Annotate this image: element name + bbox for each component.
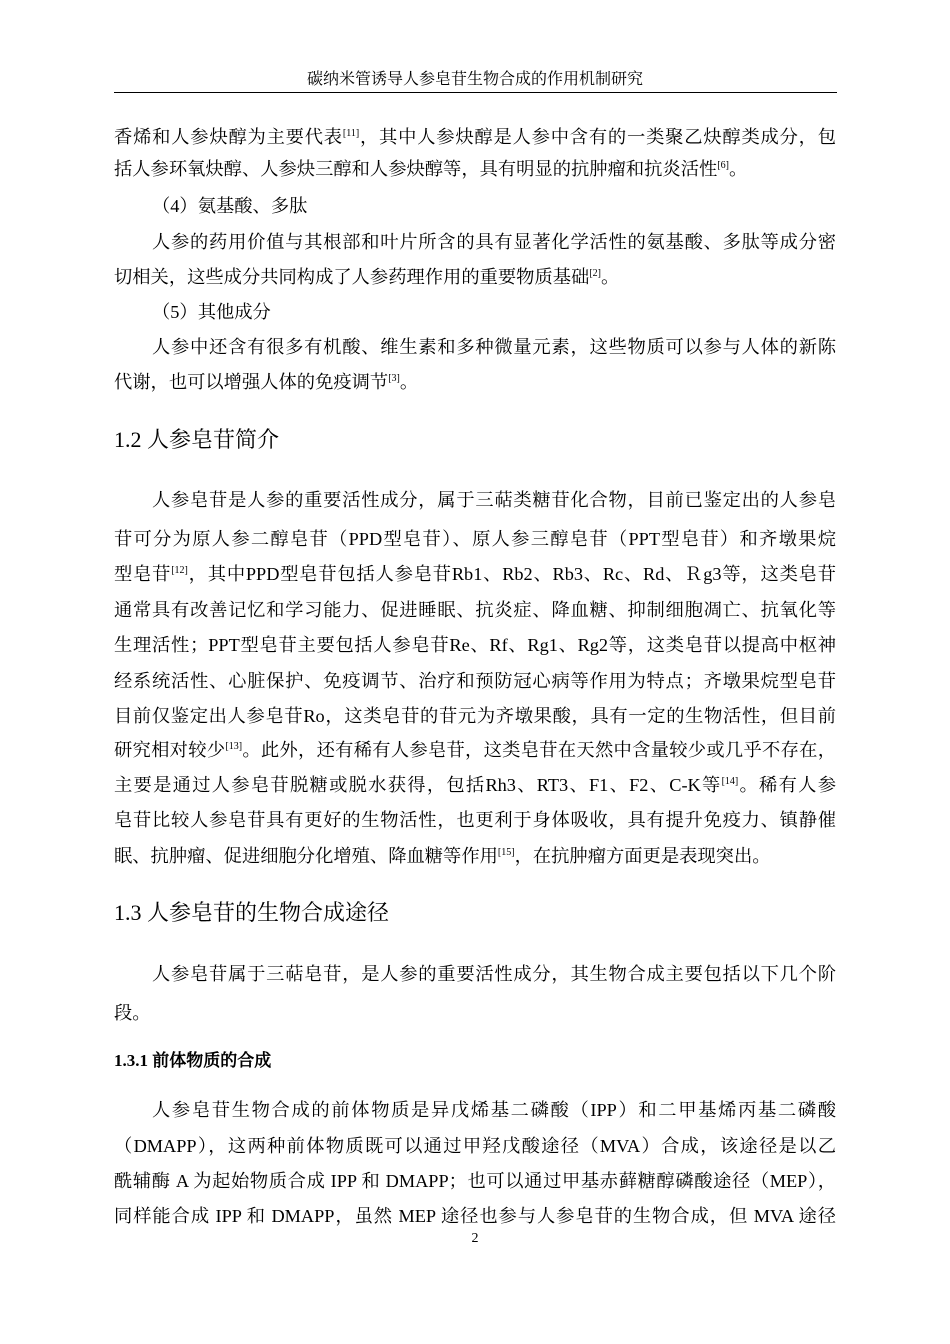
paragraph-line <box>114 1001 836 1025</box>
text-run: 人参皂苷属于三萜皂苷，是人参的重要活性成分，其生物合成主要包括以下几个阶 <box>152 964 836 984</box>
text-run: 人参皂苷生物合成的前体物质是异戊烯基二磷酸（IPP）和二甲基烯丙基二磷酸 <box>152 1100 836 1120</box>
text-run: ，在抗肿瘤方面更是表现突出。 <box>514 846 771 866</box>
text-run: 眠、抗肿瘤、促进细胞分化增殖、降血糖等作用 <box>114 846 498 866</box>
citation-reference: [13] <box>225 741 243 752</box>
text-run: 段。 <box>114 1003 151 1023</box>
paragraph-line <box>114 669 836 693</box>
paragraph-line <box>114 633 836 657</box>
paragraph-line <box>114 1204 836 1228</box>
paragraph-line <box>114 157 836 181</box>
text-run: 经系统活性、心脏保护、免疫调节、治疗和预防冠心病等作用为特点；齐墩果烷型皂苷 <box>114 671 836 691</box>
paragraph-line <box>114 704 836 728</box>
text-run: 主要是通过人参皂苷脱糖或脱水获得，包括Rh3、RT3、F1、F2、C-K等 <box>114 775 722 795</box>
text-run: 。此外，还有稀有人参皂苷，这类皂苷在天然中含量较少或几乎不存在， <box>242 740 837 760</box>
text-run: 人参中还含有很多有机酸、维生素和多种微量元素，这些物质可以参与人体的新陈 <box>152 337 836 357</box>
page-number: 2 <box>471 1231 479 1246</box>
text-run: 通常具有改善记忆和学习能力、促进睡眠、抗炎症、降血糖、抑制细胞凋亡、抗氧化等 <box>114 600 836 620</box>
citation-reference: [11] <box>342 128 360 139</box>
text-run: 研究相对较少 <box>114 740 226 760</box>
text-run: 生理活性；PPT型皂苷主要包括人参皂苷Re、Rf、Rg1、Rg2等，这类皂苷以提高中枢神 <box>114 635 836 655</box>
paragraph-line <box>152 300 836 324</box>
running-header-title: 碳纳米管诱导人参皂苷生物合成的作用机制研究 <box>306 71 643 88</box>
paragraph-line <box>114 1134 836 1158</box>
paragraph-line <box>152 488 836 512</box>
text-run: 1.2 人参皂苷简介 <box>114 427 280 452</box>
citation-reference: [2] <box>589 268 601 279</box>
text-run: 人参的药用价值与其根部和叶片所含的具有显著化学活性的氨基酸、多肽等成分密 <box>152 232 836 252</box>
text-run: 。 <box>728 159 748 179</box>
paragraph-line <box>152 230 836 254</box>
text-run: 目前仅鉴定出人参皂苷Ro，这类皂苷的苷元为齐墩果酸，具有一定的生物活性，但目前 <box>114 706 836 726</box>
text-run: 人参皂苷是人参的重要活性成分，属于三萜类糖苷化合物，目前已鉴定出的人参皂 <box>152 490 836 510</box>
citation-reference: [6] <box>717 160 729 171</box>
paragraph-line <box>152 1098 836 1122</box>
text-run: 香烯和人参炔醇为主要代表 <box>114 127 343 147</box>
paragraph-line <box>114 562 836 586</box>
citation-reference: [12] <box>171 565 188 576</box>
text-run: 。 <box>600 267 620 287</box>
text-run: 代谢，也可以增强人体的免疫调节 <box>114 372 389 392</box>
section-heading <box>114 901 836 925</box>
text-run: ，其中PPD型皂苷包括人参皂苷Rb1、Rb2、Rb3、Rc、Rd、Ｒg3等，这类皂苷 <box>187 564 836 584</box>
section-heading <box>114 428 836 452</box>
subsection-heading <box>114 1049 836 1073</box>
paragraph-line <box>114 738 836 762</box>
text-run: 酰辅酶 A 为起始物质合成 IPP 和 DMAPP；也可以通过甲基赤藓糖醇磷酸途径（MEP）， <box>114 1171 836 1191</box>
text-run: ，其中人参炔醇是人参中含有的一类聚乙炔醇类成分，包 <box>359 127 837 147</box>
text-run: 。稀有人参 <box>738 775 836 795</box>
text-run: （DMAPP），这两种前体物质既可以通过甲羟戊酸途径（MVA）合成，该途径是以乙 <box>114 1136 836 1156</box>
text-run: 同样能合成 IPP 和 DMAPP，虽然 MEP 途径也参与人参皂苷的生物合成，但 MVA 途径 <box>114 1206 836 1226</box>
paragraph-line <box>114 844 836 868</box>
paragraph-line <box>114 265 836 289</box>
text-run: 皂苷比较人参皂苷具有更好的生物活性，也更利于身体吸收，具有提升免疫力、镇静催 <box>114 810 836 830</box>
text-run: 1.3.1 前体物质的合成 <box>114 1051 272 1070</box>
header-rule <box>114 92 837 93</box>
paragraph-line <box>114 125 836 149</box>
paragraph-line <box>114 773 836 797</box>
paragraph-line <box>114 598 836 622</box>
text-run: 括人参环氧炔醇、人参炔三醇和人参炔醇等，具有明显的抗肿瘤和抗炎活性 <box>114 159 718 179</box>
paragraph-line <box>114 527 836 551</box>
citation-reference: [3] <box>388 373 400 384</box>
paragraph-line <box>152 335 836 359</box>
text-run: 切相关，这些成分共同构成了人参药理作用的重要物质基础 <box>114 267 590 287</box>
text-run: （5）其他成分 <box>152 302 271 322</box>
citation-reference: [14] <box>721 776 739 787</box>
paragraph-line <box>114 808 836 832</box>
paragraph-line <box>152 194 836 218</box>
paragraph-line <box>114 1169 836 1193</box>
text-run: 型皂苷 <box>114 564 172 584</box>
paragraph-line <box>152 962 836 986</box>
text-run: 1.3 人参皂苷的生物合成途径 <box>114 900 390 925</box>
paragraph-line <box>114 370 836 394</box>
text-run: 苷可分为原人参二醇皂苷（PPD型皂苷）、原人参三醇皂苷（PPT型皂苷）和齐墩果烷 <box>114 529 836 549</box>
citation-reference: [15] <box>497 847 515 858</box>
text-run: 。 <box>399 372 419 392</box>
text-run: （4）氨基酸、多肽 <box>152 196 308 216</box>
